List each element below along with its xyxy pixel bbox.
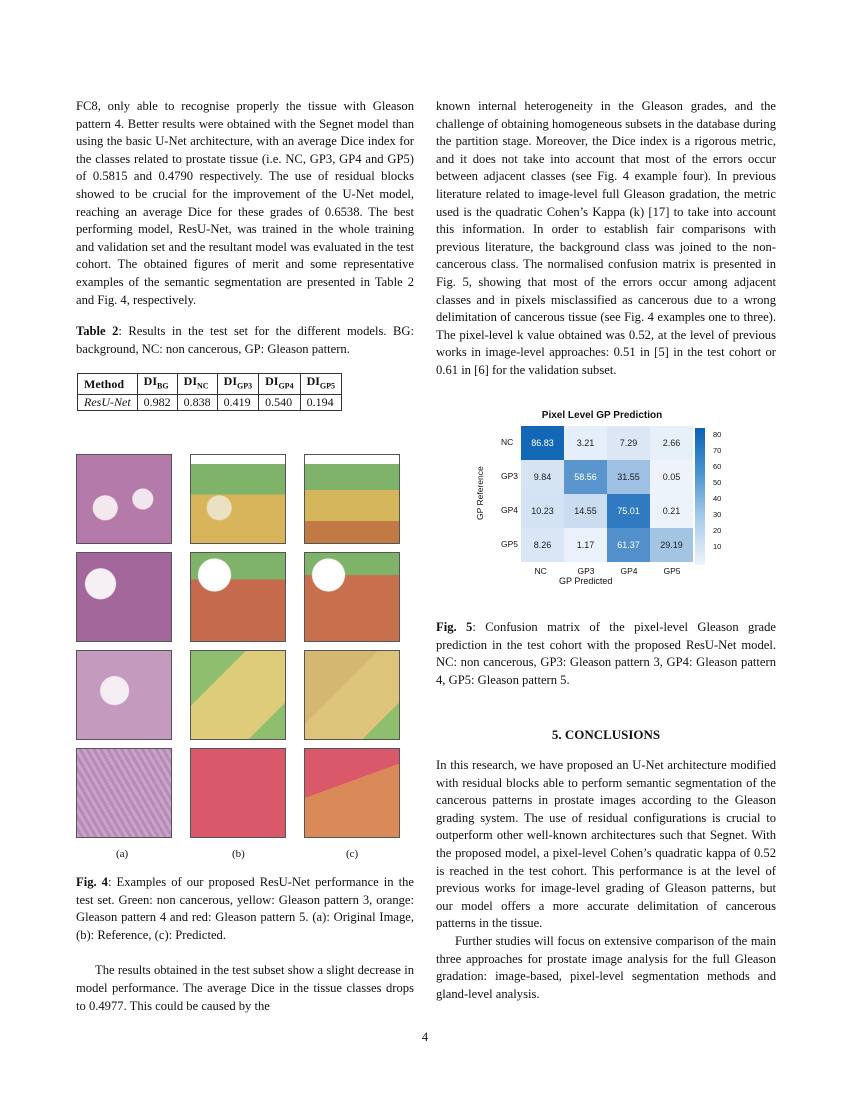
colorbar-tick: 60 bbox=[713, 462, 722, 471]
heatmap-cell: 3.21 bbox=[564, 426, 607, 460]
fig4-predicted-2 bbox=[304, 552, 400, 642]
fig4-image-grid bbox=[76, 454, 402, 866]
x-tick-label: GP3 bbox=[577, 566, 595, 576]
left-column bbox=[76, 98, 414, 411]
right-column bbox=[436, 98, 776, 380]
section-title: 5. CONCLUSIONS bbox=[551, 727, 661, 742]
fig4-label-b: (b) bbox=[232, 848, 245, 860]
colorbar-tick: 50 bbox=[713, 478, 722, 487]
heatmap-cell: 10.23 bbox=[521, 494, 564, 528]
cell-bg: 0.982 bbox=[137, 394, 177, 410]
heatmap-cell: 2.66 bbox=[650, 426, 693, 460]
cell-gp5: 0.194 bbox=[300, 394, 341, 410]
right-column-lower bbox=[436, 757, 776, 1003]
table-caption: Table 2: Results in the test set for the different models. BG: background, NC: non cancerous, GP: Gleason pattern. bbox=[76, 324, 414, 356]
cell-nc: 0.838 bbox=[177, 394, 217, 410]
y-tick-label: GP3 bbox=[501, 471, 519, 481]
fig5-caption-block bbox=[436, 619, 776, 689]
chart-title: Pixel Level GP Prediction bbox=[541, 410, 663, 421]
x-tick-label: GP4 bbox=[620, 566, 638, 576]
fig4-reference-1 bbox=[190, 454, 286, 544]
left-column-lower bbox=[76, 874, 414, 1015]
fig4-reference-4 bbox=[190, 748, 286, 838]
colorbar-tick: 10 bbox=[713, 542, 722, 551]
right-paragraph-1: known internal heterogeneity in the Gleason grades, and the challenge of obtaining homogeneous subsets in the database during the partition stage. Moreover, the Dice index is a rigorous metric, and it does not take into account that most of the errors occur between adjacent classes (see Fig. 4 example four). In previous literature related to image-level full Gleason gradation, the metric used is the quadratic Cohen’s Kappa (k) [17] to take into account this information. In order to establish fair comparisons with previous literature, the background class was joined to the non-cancerous class. The normalised confusion matrix is presented in Fig. 5, showing that most of the errors occur among adjacent classes and in pixels misclassified as cancerous due to a wrong delimitation of cancerous tissue (see Fig. 4 examples one to three). The pixel-level k value obtained was 0.52, at the level of previous works in image-level approaches: 0.51 in [5] in the test cohort or 0.61 in [6] for the validation subset. bbox=[436, 99, 776, 377]
heatmap-cell: 0.05 bbox=[650, 460, 693, 494]
th-method: Method bbox=[78, 374, 138, 394]
heatmap-cell: 9.84 bbox=[521, 460, 564, 494]
fig4-predicted-4 bbox=[304, 748, 400, 838]
colorbar-tick: 30 bbox=[713, 510, 722, 519]
th-di-gp4: $DI_{GP4}$ bbox=[259, 374, 300, 394]
table-row bbox=[78, 394, 342, 410]
th-di-nc: $DI_{NC}$ bbox=[177, 374, 217, 394]
heatmap-cell: 75.01 bbox=[607, 494, 650, 528]
fig4-label-c: (c) bbox=[346, 848, 359, 860]
heatmap-cell: 86.83 bbox=[521, 426, 564, 460]
right-paragraph-3: Further studies will focus on extensive comparison of the main three approaches for prostate image analysis for the full Gleason gradation: image-based, pixel-level segmentation methods and gland-level analysis. bbox=[436, 933, 776, 1001]
cell-gp3: 0.419 bbox=[217, 394, 258, 410]
fig4-label-a: (a) bbox=[116, 848, 129, 860]
heatmap-cell: 58.56 bbox=[564, 460, 607, 494]
y-tick-label: NC bbox=[501, 437, 514, 447]
fig4-caption: Fig. 4: Examples of our proposed ResU-Net performance in the test set. Green: non cancerous, yellow: Gleason pattern 3, orange: Gleason pattern 4 and red: Gleason pattern 5. (a): Original Image, (b): Reference, (c): Predicted. bbox=[76, 875, 414, 942]
results-table bbox=[77, 373, 342, 410]
fig5-caption: Fig. 5: Confusion matrix of the pixel-level Gleason grade prediction in the test cohort with the proposed ResU-Net model. NC: non cancerous, GP3: Gleason pattern 3, GP4: Gleason pattern 4, GP5: Gleason pattern 5. bbox=[436, 620, 776, 687]
th-di-gp3: $DI_{GP3}$ bbox=[217, 374, 258, 394]
page-number: 4 bbox=[421, 1030, 429, 1044]
heatmap-cell: 1.17 bbox=[564, 528, 607, 562]
y-axis-label: GP Reference bbox=[475, 466, 485, 520]
x-tick-label: GP5 bbox=[663, 566, 681, 576]
y-tick-label: GP4 bbox=[501, 505, 519, 515]
cell-gp4: 0.540 bbox=[259, 394, 300, 410]
fig4-original-2 bbox=[76, 552, 172, 642]
heatmap-cell: 0.21 bbox=[650, 494, 693, 528]
colorbar bbox=[695, 428, 705, 565]
fig4-predicted-3 bbox=[304, 650, 400, 740]
confusion-matrix-chart bbox=[475, 410, 737, 590]
fig4-predicted-1 bbox=[304, 454, 400, 544]
heatmap-cell: 7.29 bbox=[607, 426, 650, 460]
fig4-original-4 bbox=[76, 748, 172, 838]
heatmap-cell: 29.19 bbox=[650, 528, 693, 562]
colorbar-tick: 20 bbox=[713, 526, 722, 535]
colorbar-tick: 40 bbox=[713, 494, 722, 503]
fig4-original-1 bbox=[76, 454, 172, 544]
heatmap-cell: 31.55 bbox=[607, 460, 650, 494]
heatmap-cell: 14.55 bbox=[564, 494, 607, 528]
fig4-reference-3 bbox=[190, 650, 286, 740]
heatmap-cell: 61.37 bbox=[607, 528, 650, 562]
th-di-bg: $DI_{BG}$ bbox=[137, 374, 177, 394]
heatmap-cell: 8.26 bbox=[521, 528, 564, 562]
cell-method: ResU-Net bbox=[78, 394, 138, 410]
left-paragraph-1: FC8, only able to recognise properly the tissue with Gleason pattern 4. Better results were obtained with the Segnet model than using the basic U-Net architecture, with an average Dice index for the classes related to prostate tissue (i.e. NC, GP3, GP4 and GP5) of 0.5815 and 0.4790 respectively. The use of residual blocks showed to be crucial for the improvement of the U-Net model, reaching an average Dice for these grades of 0.6538. The best performing model, ResU-Net, was trained in the whole training and validation set and the resultant model was evaluated in the test cohort. The obtained figures of merit and some representative examples of the semantic segmentation are presented in Table 2 and Fig. 4, respectively. bbox=[76, 99, 414, 307]
x-tick-label: NC bbox=[534, 566, 547, 576]
fig4-original-3 bbox=[76, 650, 172, 740]
right-paragraph-2: In this research, we have proposed an U-Net architecture modified with residual blocks able to perform semantic segmentation of the cancerous patterns in prostate images according to the Gleason grading system. The use of residual configurations is crucial to outperform other well-known architectures such that Segnet. With the proposed model, a pixel-level Cohen’s quadratic kappa of 0.52 is reached in the test cohort. This performance is at the level of previous works for image-level grading of Gleason patterns, but our model offers a more accurate delimitation of cancerous patterns in the tissue. bbox=[436, 758, 776, 931]
fig4-reference-2 bbox=[190, 552, 286, 642]
th-di-gp5: $DI_{GP5}$ bbox=[300, 374, 341, 394]
x-axis-label: GP Predicted bbox=[559, 576, 613, 586]
y-tick-label: GP5 bbox=[501, 539, 519, 549]
colorbar-tick: 70 bbox=[713, 446, 722, 455]
left-paragraph-2: The results obtained in the test subset show a slight decrease in model performance. The average Dice in the tissue classes drops to 0.4977. This could be caused by the bbox=[76, 963, 414, 1013]
colorbar-tick: 80 bbox=[713, 430, 722, 439]
